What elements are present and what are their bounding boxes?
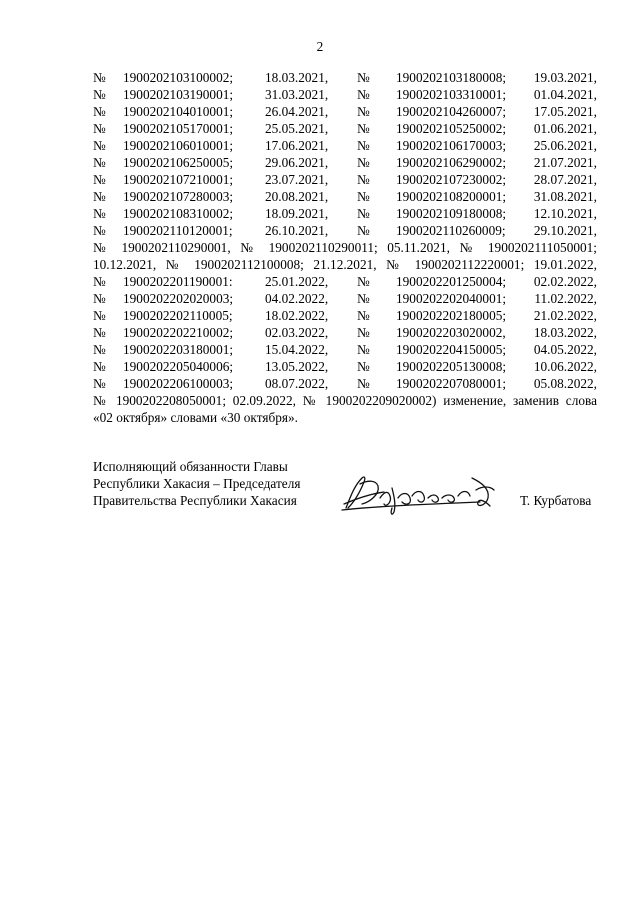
registry-number: 1900202106290002; — [396, 155, 507, 170]
registry-date: 02.02.2022, — [533, 274, 597, 289]
registry-number: 1900202203180001; — [123, 342, 234, 357]
registry-date: 18.03.2021, — [265, 70, 329, 85]
registry-number: 1900202201190001: — [123, 274, 233, 289]
registry-date: 18.09.2021, — [265, 206, 329, 221]
registry-date: 05.08.2022, — [533, 376, 597, 391]
registry-date: 17.06.2021, — [265, 138, 329, 153]
registry-row — [93, 324, 597, 341]
registry-date: 04.05.2022, — [533, 342, 597, 357]
registry-date: 25.05.2021, — [265, 121, 329, 136]
number-sign: № — [357, 87, 370, 102]
registry-number: 1900202106170003; — [396, 138, 507, 153]
number-sign: № — [93, 342, 106, 357]
registry-date: 25.01.2022, — [265, 274, 329, 289]
registry-number: 1900202205130008; — [396, 359, 507, 374]
registry-row — [93, 307, 597, 324]
registry-row — [93, 154, 597, 171]
registry-row — [93, 273, 597, 290]
registry-date: 23.07.2021, — [265, 172, 329, 187]
number-sign: № — [93, 308, 106, 323]
number-sign: № — [93, 291, 106, 306]
number-sign: № — [93, 70, 106, 85]
registry-number: 1900202201250004; — [396, 274, 507, 289]
registry-number: 1900202207080001; — [396, 376, 507, 391]
number-sign: № — [93, 359, 106, 374]
number-sign: № — [357, 172, 370, 187]
number-sign: № — [357, 138, 370, 153]
registry-row — [93, 188, 597, 205]
registry-row — [93, 375, 597, 392]
registry-date: 29.10.2021, — [533, 223, 597, 238]
registry-date: 21.02.2022, — [533, 308, 597, 323]
registry-row — [93, 120, 597, 137]
registry-table-top — [93, 69, 597, 239]
number-sign: № — [357, 155, 370, 170]
registry-date: 31.03.2021, — [265, 87, 329, 102]
registry-number: 1900202105250002; — [396, 121, 507, 136]
registry-line-12: 10.12.2021, № 1900202112100008; 21.12.2021, № 1900202112220001; 19.01.2022, — [93, 257, 597, 272]
number-sign: № — [357, 104, 370, 119]
registry-number: 1900202109180008; — [396, 206, 507, 221]
registry-number: 1900202107230002; — [396, 172, 507, 187]
registry-number: 1900202110120001; — [123, 223, 233, 238]
registry-date: 01.04.2021, — [533, 87, 597, 102]
registry-number: 1900202202020003; — [123, 291, 234, 306]
registry-date: 12.10.2021, — [533, 206, 597, 221]
signatory-name: Т. Курбатова — [520, 493, 592, 508]
number-sign: № — [357, 189, 370, 204]
registry-number: 1900202107210001; — [123, 172, 234, 187]
registry-date: 25.06.2021, — [533, 138, 597, 153]
registry-number: 1900202202110005; — [123, 308, 233, 323]
registry-number: 1900202206100003; — [123, 376, 234, 391]
number-sign: № — [93, 223, 106, 238]
registry-date: 01.06.2021, — [533, 121, 597, 136]
registry-date: 21.07.2021, — [533, 155, 597, 170]
number-sign: № — [93, 138, 106, 153]
number-sign: № — [93, 206, 106, 221]
registry-row — [93, 137, 597, 154]
registry-number: 1900202103190001; — [123, 87, 234, 102]
registry-table-bottom — [93, 273, 597, 392]
registry-number: 1900202204150005; — [396, 342, 507, 357]
registry-number: 1900202108200001; — [396, 189, 507, 204]
registry-date: 11.02.2022, — [534, 291, 597, 306]
registry-number: 1900202105170001; — [123, 121, 234, 136]
signatory-title-line-1: Исполняющий обязанности Главы — [93, 459, 288, 474]
registry-number: 1900202202040001; — [396, 291, 507, 306]
number-sign: № — [93, 87, 106, 102]
signatory-title-line-3: Правительства Республики Хакасия — [93, 493, 297, 508]
number-sign: № — [93, 104, 106, 119]
number-sign: № — [357, 274, 370, 289]
registry-date: 28.07.2021, — [533, 172, 597, 187]
registry-number: 1900202103310001; — [396, 87, 507, 102]
registry-date: 20.08.2021, — [265, 189, 329, 204]
signatory-title-line-2: Республики Хакасия – Председателя — [93, 476, 301, 491]
registry-date: 18.03.2022, — [533, 325, 597, 340]
registry-row — [93, 358, 597, 375]
number-sign: № — [357, 325, 370, 340]
registry-number: 1900202108310002; — [123, 206, 234, 221]
number-sign: № — [93, 121, 106, 136]
number-sign: № — [93, 155, 106, 170]
registry-date: 26.10.2021, — [265, 223, 329, 238]
registry-row — [93, 69, 597, 86]
number-sign: № — [357, 342, 370, 357]
signatory-title — [93, 458, 300, 509]
registry-line-21: «02 октября» словами «30 октября». — [93, 410, 298, 425]
registry-number: 1900202104010001; — [123, 104, 234, 119]
registry-row — [93, 103, 597, 120]
number-sign: № — [357, 206, 370, 221]
registry-row — [93, 171, 597, 188]
registry-date: 13.05.2022, — [265, 359, 329, 374]
registry-number: 1900202103180008; — [396, 70, 507, 85]
page-number: 2 — [316, 39, 324, 54]
number-sign: № — [93, 376, 106, 391]
number-sign: № — [357, 121, 370, 136]
number-sign: № — [93, 172, 106, 187]
registry-row — [93, 290, 597, 307]
registry-line-20: № 1900202208050001; 02.09.2022, № 1900202209020002) изменение, заменив слова — [93, 393, 597, 408]
registry-row — [93, 205, 597, 222]
registry-number: 1900202205040006; — [123, 359, 234, 374]
number-sign: № — [357, 223, 370, 238]
registry-date: 18.02.2022, — [265, 308, 329, 323]
registry-number: 1900202107280003; — [123, 189, 234, 204]
registry-number: 1900202110260009; — [396, 223, 506, 238]
handwritten-signature — [340, 468, 505, 518]
registry-row — [93, 341, 597, 358]
registry-date: 29.06.2021, — [265, 155, 329, 170]
number-sign: № — [357, 70, 370, 85]
registry-date: 15.04.2022, — [265, 342, 329, 357]
registry-number: 1900202202210002; — [123, 325, 234, 340]
registry-date: 26.04.2021, — [265, 104, 329, 119]
registry-line-11: № 1900202110290001, № 1900202110290011; 05.11.2021, № 1900202111050001; — [93, 240, 597, 255]
registry-date: 08.07.2022, — [265, 376, 329, 391]
registry-date: 17.05.2021, — [533, 104, 597, 119]
registry-date: 19.03.2021, — [533, 70, 597, 85]
registry-date: 04.02.2022, — [265, 291, 329, 306]
number-sign: № — [357, 308, 370, 323]
number-sign: № — [357, 376, 370, 391]
number-sign: № — [93, 189, 106, 204]
registry-date: 31.08.2021, — [533, 189, 597, 204]
registry-number: 1900202103100002; — [123, 70, 234, 85]
registry-date: 02.03.2022, — [265, 325, 329, 340]
number-sign: № — [357, 359, 370, 374]
registry-number: 1900202104260007; — [396, 104, 507, 119]
registry-row — [93, 222, 597, 239]
registry-date: 10.06.2022, — [533, 359, 597, 374]
number-sign: № — [93, 325, 106, 340]
registry-row — [93, 86, 597, 103]
number-sign: № — [93, 274, 106, 289]
number-sign: № — [357, 291, 370, 306]
registry-number: 1900202202180005; — [396, 308, 507, 323]
registry-number: 1900202106250005; — [123, 155, 234, 170]
registry-number: 1900202203020002, — [396, 325, 506, 340]
registry-number: 1900202106010001; — [123, 138, 234, 153]
